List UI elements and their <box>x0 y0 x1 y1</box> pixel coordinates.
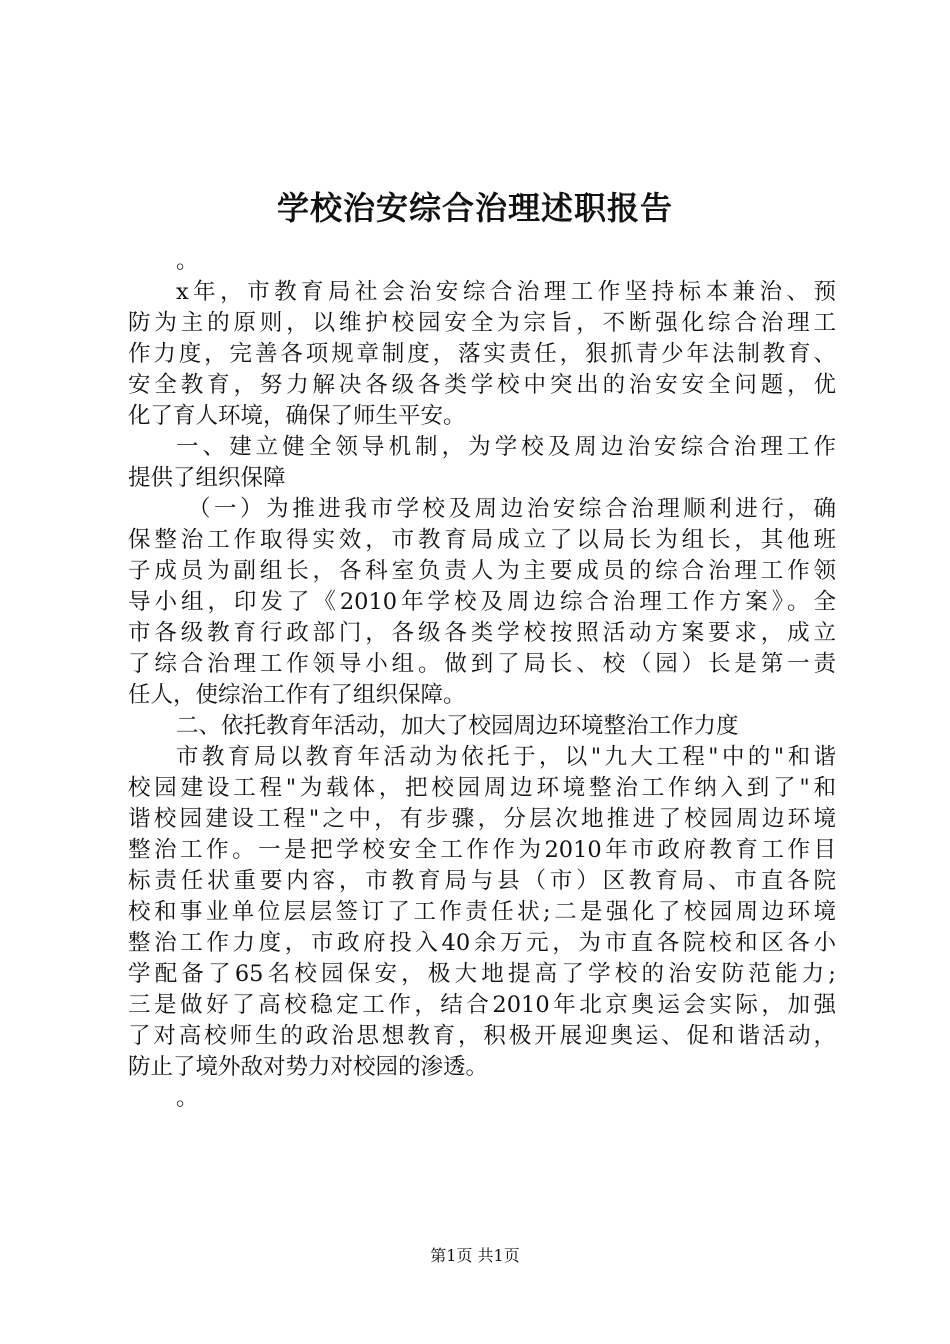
body-line: 安全教育，努力解决各级各类学校中突出的治安安全问题，优 <box>128 372 836 398</box>
body-line: 学配备了65名校园保安，极大地提高了学校的治安防范能力; <box>128 961 836 987</box>
section-heading: 提供了组织保障 <box>128 465 286 491</box>
document-body <box>128 246 836 1114</box>
body-line: 保整治工作取得实效，市教育局成立了以局长为组长，其他班 <box>128 527 836 553</box>
body-line: 子成员为副组长，各科室负责人为主要成员的综合治理工作领 <box>128 558 836 584</box>
body-line: 整治工作力度，市政府投入40余万元，为市直各院校和区各小 <box>128 930 836 956</box>
body-line: 导小组，印发了《2010年学校及周边综合治理工作方案》。全 <box>128 589 836 615</box>
body-line: 化了育人环境，确保了师生平安。 <box>128 403 466 429</box>
body-line: （一）为推进我市学校及周边治安综合治理顺利进行，确 <box>188 496 836 522</box>
section-heading: 一、建立健全领导机制，为学校及周边治安综合治理工作 <box>176 434 836 460</box>
body-line: 市教育局以教育年活动为依托于，以"九大工程"中的"和谐 <box>176 744 836 770</box>
body-line: 防为主的原则，以维护校园安全为宗旨，不断强化综合治理工 <box>128 310 836 336</box>
body-line: 标责任状重要内容，市教育局与县（市）区教育局、市直各院 <box>128 868 836 894</box>
body-line: 校和事业单位层层签订了工作责任状;二是强化了校园周边环境 <box>128 899 836 925</box>
body-line: 。 <box>176 248 199 274</box>
body-line: 了对高校师生的政治思想教育，积极开展迎奥运、促和谐活动， <box>128 1023 836 1049</box>
section-heading: 二、依托教育年活动，加大了校园周边环境整治工作力度 <box>176 713 739 739</box>
document-title: 学校治安综合治理述职报告 <box>276 189 673 227</box>
body-line: 。 <box>176 1085 199 1111</box>
body-line: 作力度，完善各项规章制度，落实责任，狠抓青少年法制教育、 <box>128 341 836 367</box>
body-line: 市各级教育行政部门，各级各类学校按照活动方案要求，成立 <box>128 620 836 646</box>
body-line: 防止了境外敌对势力对校园的渗透。 <box>128 1054 489 1080</box>
body-line: 任人，使综治工作有了组织保障。 <box>128 682 466 708</box>
body-line: 三是做好了高校稳定工作，结合2010年北京奥运会实际，加强 <box>128 992 836 1018</box>
body-line: x年，市教育局社会治安综合治理工作坚持标本兼治、预 <box>176 279 836 305</box>
body-line: 谐校园建设工程"之中，有步骤，分层次地推进了校园周边环境 <box>128 806 836 832</box>
body-line: 整治工作。一是把学校安全工作作为2010年市政府教育工作目 <box>128 837 836 863</box>
page-footer: 第1页 共1页 <box>430 1246 520 1265</box>
body-line: 校园建设工程"为载体，把校园周边环境整治工作纳入到了"和 <box>128 775 836 801</box>
body-line: 了综合治理工作领导小组。做到了局长、校（园）长是第一责 <box>128 651 836 677</box>
